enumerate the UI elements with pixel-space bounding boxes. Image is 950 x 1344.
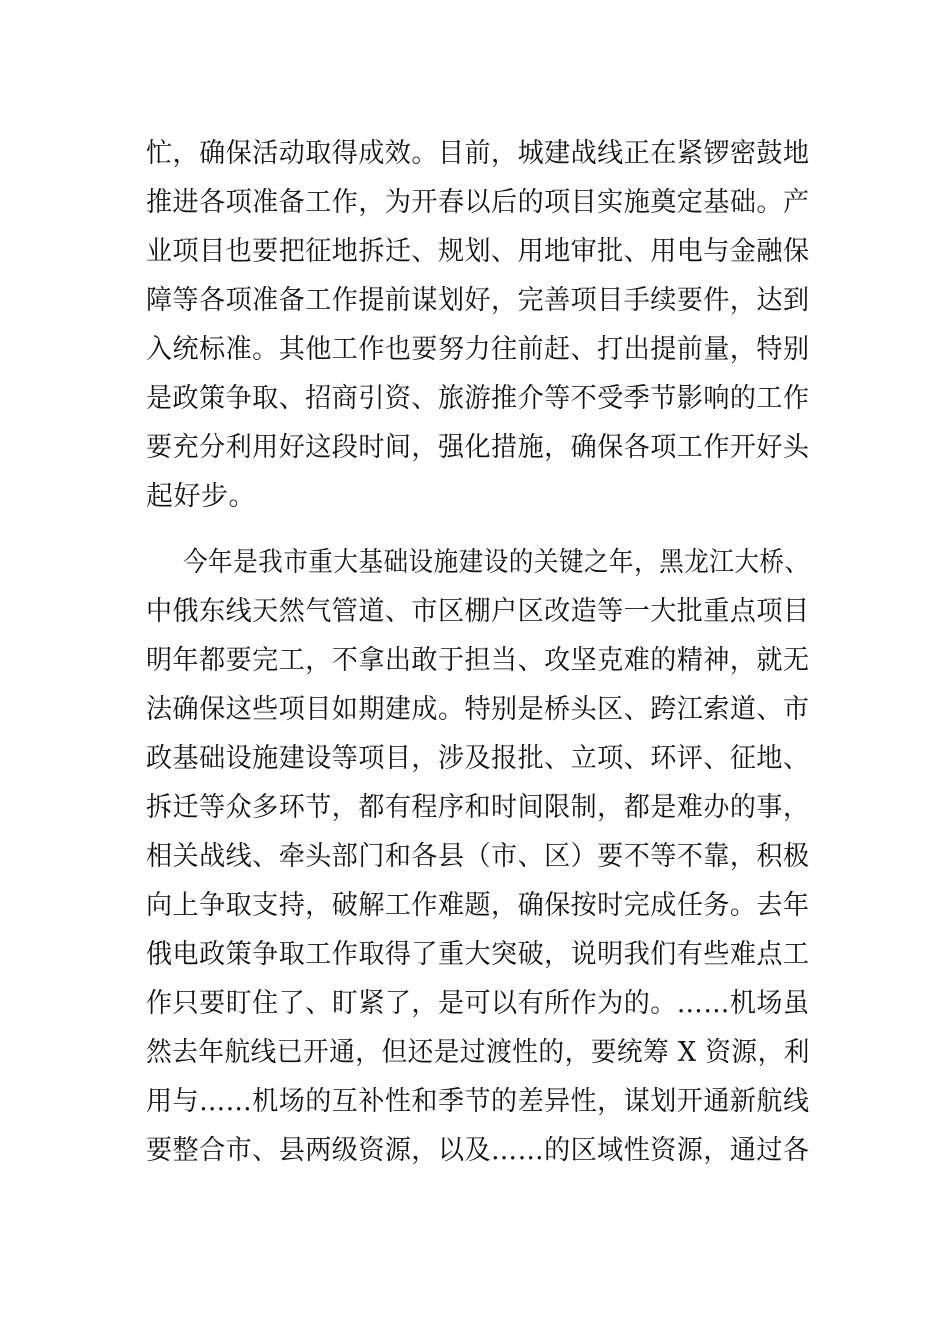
paragraph-1-line-6: 是政策争取、招商引资、旅游推介等不受季节影响的工作 xyxy=(146,383,810,414)
paragraph-2-line-4: 法确保这些项目如期建成。特别是桥头区、跨江索道、市 xyxy=(146,694,810,725)
paragraph-2-line-12: 用与……机场的互补性和季节的差异性，谋划开通新航线 xyxy=(146,1086,810,1117)
paragraph-2-line-7: 相关战线、牵头部门和各县（市、区）要不等不靠，积极 xyxy=(146,841,810,872)
paragraph-2-line-11: 然去年航线已开通，但还是过渡性的，要统筹 X 资源，利 xyxy=(146,1037,810,1068)
paragraph-2-line-10: 作只要盯住了、盯紧了，是可以有所作为的。……机场虽 xyxy=(146,988,810,1019)
paragraph-2-line-13: 要整合市、县两级资源，以及……的区域性资源，通过各 xyxy=(146,1135,810,1166)
paragraph-1-line-8: 起好步。 xyxy=(146,481,256,512)
paragraph-1-line-3: 业项目也要把征地拆迁、规划、用地审批、用电与金融保 xyxy=(146,236,810,267)
paragraph-1-line-5: 入统标准。其他工作也要努力往前赶、打出提前量，特别 xyxy=(146,334,810,365)
paragraph-2-line-6: 拆迁等众多环节，都有程序和时间限制，都是难办的事， xyxy=(146,792,810,823)
paragraph-1-line-7: 要充分利用好这段时间，强化措施，确保各项工作开好头 xyxy=(146,432,810,463)
paragraph-1-line-1: 忙，确保活动取得成效。目前，城建战线正在紧锣密鼓地 xyxy=(146,138,810,169)
paragraph-1-line-2: 推进各项准备工作，为开春以后的项目实施奠定基础。产 xyxy=(146,187,810,218)
paragraph-2-line-2: 中俄东线天然气管道、市区棚户区改造等一大批重点项目 xyxy=(146,596,810,627)
paragraph-1-line-4: 障等各项准备工作提前谋划好，完善项目手续要件，达到 xyxy=(146,285,810,316)
paragraph-2-line-3: 明年都要完工，不拿出敢于担当、攻坚克难的精神，就无 xyxy=(146,645,810,676)
paragraph-2-line-1: 今年是我市重大基础设施建设的关键之年，黑龙江大桥、 xyxy=(183,547,810,578)
paragraph-2-line-8: 向上争取支持，破解工作难题，确保按时完成任务。去年 xyxy=(146,890,810,921)
paragraph-2-line-5: 政基础设施建设等项目，涉及报批、立项、环评、征地、 xyxy=(146,743,810,774)
paragraph-2-line-9: 俄电政策争取工作取得了重大突破，说明我们有些难点工 xyxy=(146,939,810,970)
